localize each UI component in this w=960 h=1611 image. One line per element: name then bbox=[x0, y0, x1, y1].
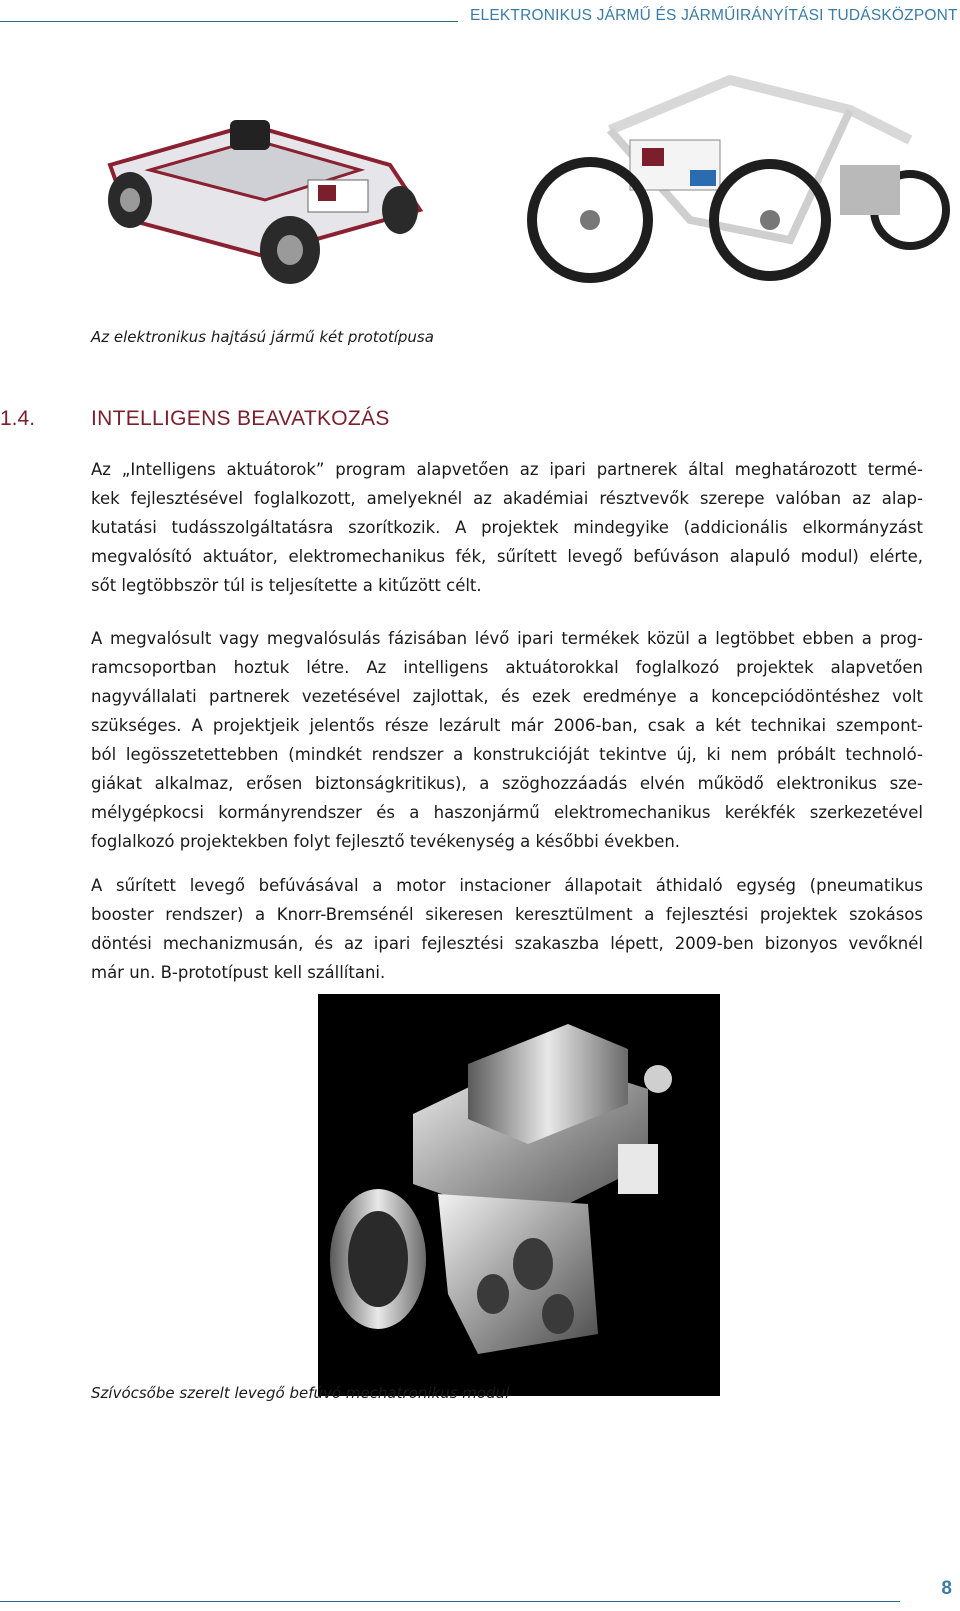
air-injection-module-photo bbox=[318, 994, 720, 1396]
paragraph-line: már un. B-prototípust kell szállítani. bbox=[91, 963, 386, 982]
prototype-vehicles-photo bbox=[90, 70, 950, 290]
section-number: 1.4. bbox=[0, 407, 36, 430]
paragraph-line: ramcsoportban hoztuk létre. Az intelligens aktuátorokkal foglalkozó projektek alapvetően bbox=[91, 658, 923, 677]
paragraph-line: A megvalósult vagy megvalósulás fázisában lévő ipari termékek közül a legtöbbet ebben a prog- bbox=[91, 629, 923, 648]
paragraph-line: ból legösszetettebben (mindkét rendszer a konstrukcióját tekintve új, ki nem próbált technoló- bbox=[91, 745, 923, 764]
paragraph-line: Az „Intelligens aktuátorok” program alapvetően az ipari partnerek által meghatározott termé- bbox=[91, 460, 923, 479]
prototype-car-photo bbox=[108, 120, 420, 284]
paragraph-line: döntési mechanizmusán, és az ipari fejlesztési szakaszba lépett, 2009-ben bizonyos vevőknél bbox=[91, 934, 923, 953]
paragraph-line: megvalósító aktuátor, elektromechanikus fék, sűrített levegő befúváson alapuló modul) elérte, bbox=[91, 547, 923, 566]
paragraph-intelligent-actuators bbox=[91, 455, 923, 600]
paragraph-line: foglalkozó projektekben folyt fejlesztő tevékenység a későbbi években. bbox=[91, 832, 681, 851]
running-header: ELEKTRONIKUS JÁRMŰ ÉS JÁRMŰIRÁNYÍTÁSI TUDÁSKÖZPONT bbox=[470, 7, 958, 24]
prototype-trike-photo bbox=[532, 80, 946, 278]
paragraph-line: booster rendszer) a Knorr-Bremsénél sikeresen keresztülment a fejlesztési projektek szokásos bbox=[91, 905, 923, 924]
figure-caption-prototypes: Az elektronikus hajtású jármű két prototípusa bbox=[91, 328, 434, 346]
paragraph-industrial-products bbox=[91, 624, 923, 856]
paragraph-line: szükséges. A projektjeik jelentős része lezárult már 2006-ban, csak a két technikai szempont- bbox=[91, 716, 923, 735]
paragraph-line: nagyvállalati partnerek vezetésével zajlottak, és ezek eredménye a koncepciódöntéshez volt bbox=[91, 687, 923, 706]
paragraph-line: mélygépkocsi kormányrendszer és a haszonjármű elektromechanikus kerékfék szerkezetével bbox=[91, 803, 923, 822]
paragraph-line: kek fejlesztésével foglalkozott, amelyeknél az akadémiai résztvevők szerepe valóban az alap- bbox=[91, 489, 923, 508]
paragraph-line: giákat alkalmaz, erősen biztonságkritikus), a szöghozzáadás elvén működő elektronikus sze- bbox=[91, 774, 923, 793]
section-title: INTELLIGENS BEAVATKOZÁS bbox=[91, 407, 390, 430]
paragraph-line: sőt legtöbbször túl is teljesítette a kitűzött célt. bbox=[91, 576, 482, 595]
footer-rule bbox=[0, 1601, 900, 1602]
page-number: 8 bbox=[941, 1578, 952, 1599]
paragraph-line: A sűrített levegő befúvásával a motor instacioner állapotait áthidaló egység (pneumatikus bbox=[91, 876, 923, 895]
figure-caption-module: Szívócsőbe szerelt levegő befúvó mechatronikus modul bbox=[91, 1384, 510, 1402]
header-rule bbox=[0, 21, 458, 22]
paragraph-line: kutatási tudásszolgáltatásra szorítkozik. A projektek mindegyike (addicionális elkormányzást bbox=[91, 518, 923, 537]
paragraph-pneumatic-booster bbox=[91, 871, 923, 987]
